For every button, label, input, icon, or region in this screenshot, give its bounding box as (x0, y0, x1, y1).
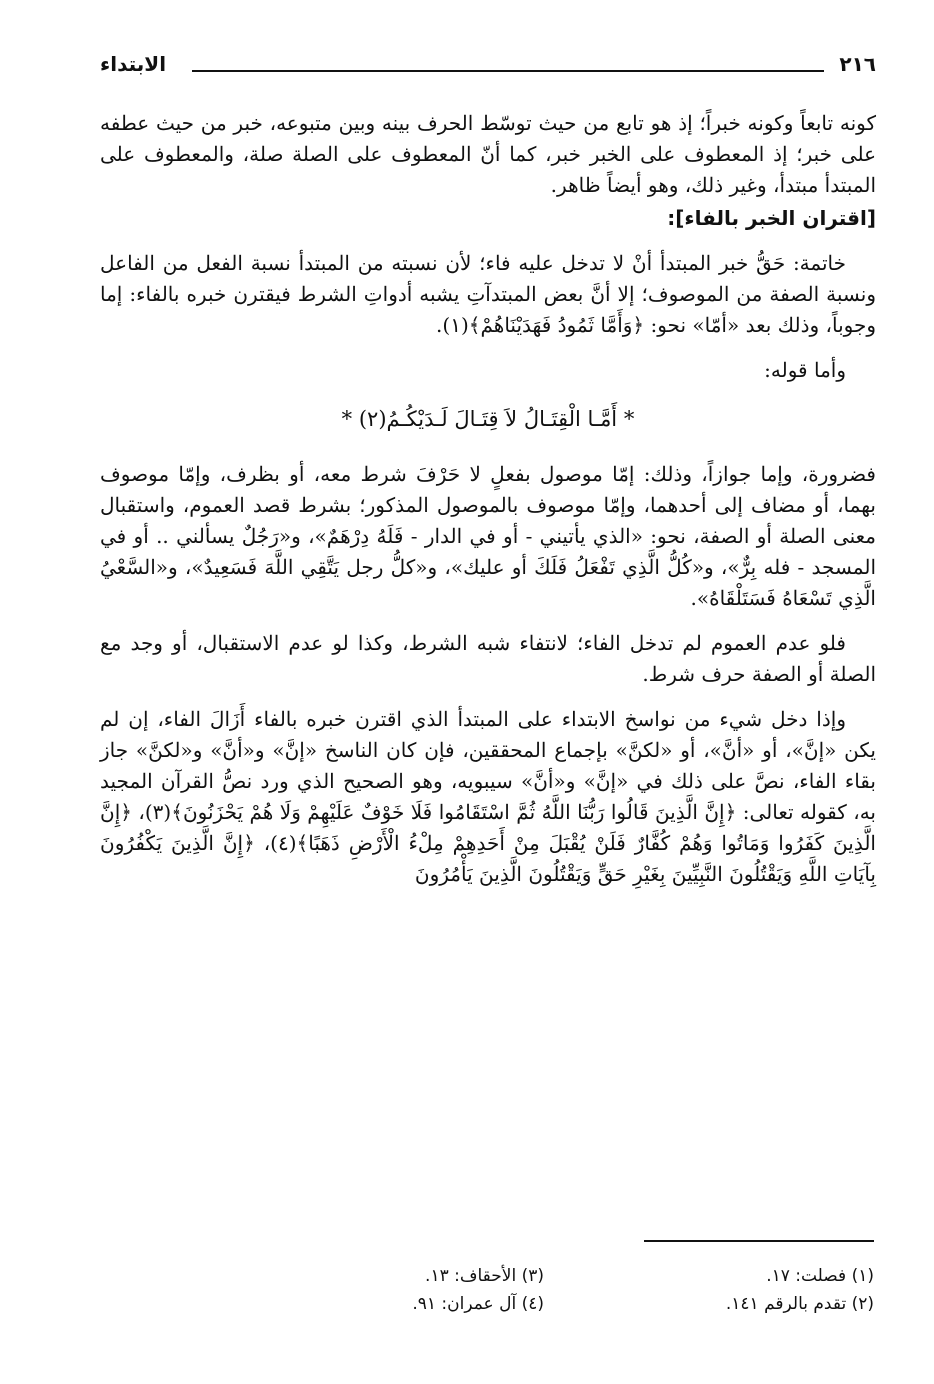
paragraph-2: خاتمة: حَقُّ خبر المبتدأ أنْ لا تدخل عليه فاء؛ لأن نسبته من المبتدأ نسبة الفعل من الفاعل ونسبة الصفة من الموصوف؛ إلا أنَّ بعض المبتدآتِ يشبه أدواتِ الشرط فيقترن خبره بالفاء: إما وجوباً، وذلك بعد «أمّا» نحو: ﴿وَأَمَّا ثَمُودُ فَهَدَيْنَاهُمْ﴾(١). (100, 251, 876, 337)
footnotes-column-left (294, 1262, 544, 1318)
poetry-verse: * أَمَّـا الْقِتَـالُ لاَ قِتَـالَ لَـدَيْكُـمُ(٢) * (341, 407, 635, 431)
footnote-3: (٣) الأحقاف: ١٣. (425, 1266, 544, 1286)
main-text (100, 108, 876, 890)
footnote-4: (٤) آل عمران: ٩١. (412, 1294, 544, 1314)
header-rule (192, 70, 824, 72)
footnotes-column-right (624, 1262, 874, 1318)
paragraph-1: كونه تابعاً وكونه خبراً؛ إذ هو تابع من حيث توسّط الحرف بينه وبين متبوعه، خبر من حيث عطفه على خبر؛ إذ المعطوف على الخبر خبر، كما أنّ المعطوف على الصلة صلة، والمعطوف على المبتدأ مبتدأ، وغير ذلك، وهو أيضاً ظاهر. (100, 111, 876, 197)
footnote-rule (644, 1240, 874, 1242)
paragraph-3: وأما قوله: (764, 358, 846, 382)
page-header (100, 50, 876, 90)
footnote-1: (١) فصلت: ١٧. (766, 1266, 874, 1286)
section-heading: [اقتران الخبر بالفاء]: (667, 206, 876, 230)
page-number: ٢١٦ (839, 52, 876, 76)
paragraph-5: فلو عدم العموم لم تدخل الفاء؛ لانتفاء شبه الشرط، وكذا لو عدم الاستقبال، أو وجد مع الصلة أو الصفة حرف شرط. (100, 631, 876, 686)
running-title: الابتداء (100, 52, 167, 76)
footnote-2: (٢) تقدم بالرقم ١٤١. (725, 1294, 874, 1314)
paragraph-4: فضرورة، وإما جوازاً، وذلك: إمّا موصول بفعلٍ لا حَرْفَ شرط معه، أو بظرف، وإمّا موصوف بهما، أو مضاف إلى أحدهما، وإمّا موصوف بالموصول المذكور؛ بشرط قصد العموم، واستقبال معنى الصلة أو الصفة، نحو: «الذي يأتيني - أو في الدار - فَلَهُ دِرْهَمٌ»، و«رَجُلٌ يسألني .. أو في المسجد - فله بِرٌّ»، و«كُلُّ الَّذِي تَفْعَلُ فَلَكَ أو عليك»، و«كلُّ رجل يَتَّقِي اللَّهَ فَسَعِيدٌ»، و«السَّعْيُ الَّذِي تَسْعَاهُ فَسَتَلْقَاهُ». (100, 462, 876, 610)
paragraph-6: وإذا دخل شيء من نواسخ الابتداء على المبتدأ الذي اقترن خبره بالفاء أَزَالَ الفاء، إن لم يكن «إنَّ»، أو «أنَّ»، أو «لكنَّ» بإجماع المحققين، فإن كان الناسخ «إنَّ» و«أنَّ» و«لكنَّ» جاز بقاء الفاء، نصَّ على ذلك في «إنَّ» و«أنَّ» سيبويه، وهو الصحيح الذي ورد نصُّ القرآن المجيد به، كقوله تعالى: ﴿إِنَّ الَّذِينَ قَالُوا رَبُّنَا اللَّهُ ثُمَّ اسْتَقَامُوا فَلَا خَوْفٌ عَلَيْهِمْ وَلَا هُمْ يَحْزَنُونَ﴾(٣)، ﴿إِنَّ الَّذِينَ كَفَرُوا وَمَاتُوا وَهُمْ كُفَّارٌ فَلَنْ يُقْبَلَ مِنْ أَحَدِهِمْ مِلْءُ الْأَرْضِ ذَهَبًا﴾(٤)، ﴿إِنَّ الَّذِينَ يَكْفُرُونَ بِآيَاتِ اللَّهِ وَيَقْتُلُونَ النَّبِيِّينَ بِغَيْرِ حَقٍّ وَيَقْتُلُونَ الَّذِينَ يَأْمُرُونَ (100, 707, 876, 886)
